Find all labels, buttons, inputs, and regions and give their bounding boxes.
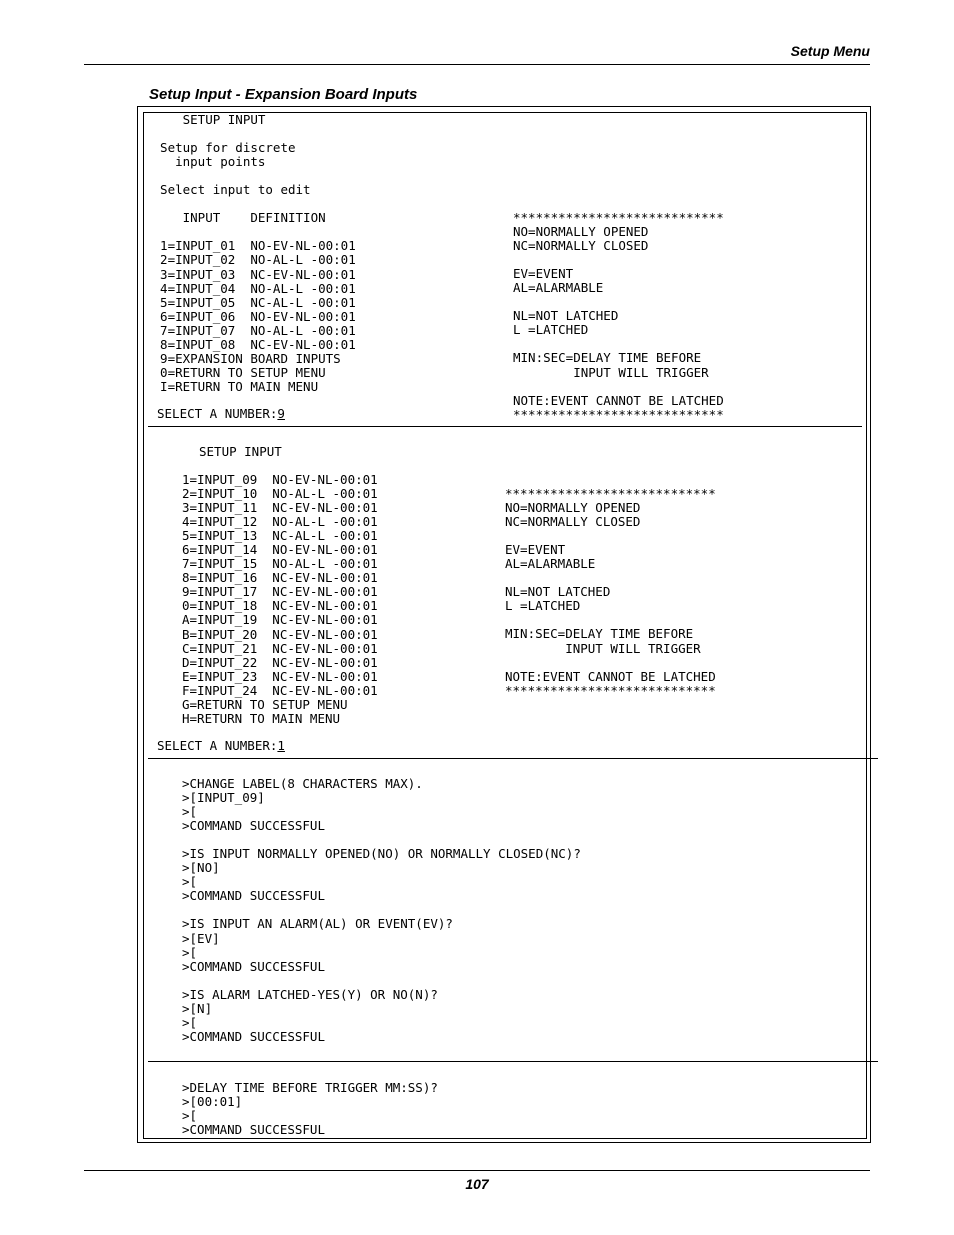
- screen2-selection: 1: [277, 738, 285, 753]
- screen1-menu: SETUP INPUT Setup for discrete input points Select input to edit INPUT DEFINITION 1=INPUT_01 NO-EV-NL-00:01 2=INPUT_02 NO-AL-L -00:01 3=INPUT_03 NC-EV-NL-00:01 4=INPUT_04 NO-AL-L -00:01 5=INPUT_05 NC-AL-L -00:01 6=INPUT_06 NO-EV-NL-00:01 7=INPUT_07 NO-AL-L -00:01 8=INPUT_08 NC-EV-NL-00:01 9=EXPANSION BOARD INPUTS 0=RETURN TO SETUP MENU I=RETURN TO MAIN MENU: [160, 112, 356, 394]
- screen3-dialog: >CHANGE LABEL(8 CHARACTERS MAX). >[INPUT_09] >[ >COMMAND SUCCESSFUL >IS INPUT NORMALLY OPENED(NO) OR NORMALLY CLOSED(NC)? >[NO] >[ >COMMAND SUCCESSFUL >IS INPUT AN ALARM(AL) OR EVENT(EV)? >[EV] >[ >COMMAND SUCCESSFUL >IS ALARM LATCHED-YES(Y) OR NO(N)? >[N] >[ >COMMAND SUCCESSFUL: [182, 776, 581, 1044]
- footer-rule: [84, 1170, 870, 1171]
- screen1-prompt: SELECT A NUMBER:: [157, 406, 278, 421]
- screen1-selection: 9: [277, 406, 285, 421]
- screen2-menu: 1=INPUT_09 NO-EV-NL-00:01 2=INPUT_10 NO-AL-L -00:01 3=INPUT_11 NC-EV-NL-00:01 4=INPUT_12 NO-AL-L -00:01 5=INPUT_13 NC-AL-L -00:01 6=INPUT_14 NO-EV-NL-00:01 7=INPUT_15 NO-AL-L -00:01 8=INPUT_16 NC-EV-NL-00:01 9=INPUT_17 NC-EV-NL-00:01 0=INPUT_18 NC-EV-NL-00:01 A=INPUT_19 NC-EV-NL-00:01 B=INPUT_20 NC-EV-NL-00:01 C=INPUT_21 NC-EV-NL-00:01 D=INPUT_22 NC-EV-NL-00:01 E=INPUT_23 NC-EV-NL-00:01 F=INPUT_24 NC-EV-NL-00:01 G=RETURN TO SETUP MENU H=RETURN TO MAIN MENU: [182, 472, 378, 726]
- figure-title: Setup Input - Expansion Board Inputs: [149, 86, 418, 103]
- running-header: Setup Menu: [790, 43, 870, 59]
- page-number: 107: [465, 1176, 489, 1192]
- screen2-legend: **************************** NO=NORMALLY OPENED NC=NORMALLY CLOSED EV=EVENT AL=ALARMABLE NL=NOT LATCHED L =LATCHED MIN:SEC=DELAY TIME BEFORE INPUT WILL TRIGGER NOTE:EVENT CANNOT BE LATCHED ****************************: [505, 486, 716, 698]
- screen-separator-3: [148, 1061, 878, 1062]
- screen2-prompt: SELECT A NUMBER:: [157, 738, 278, 753]
- screen4-dialog: >DELAY TIME BEFORE TRIGGER MM:SS)? >[00:01] >[ >COMMAND SUCCESSFUL: [182, 1080, 438, 1138]
- screen1-prompt-line: [157, 407, 285, 421]
- screen-separator-1: [148, 426, 862, 427]
- screen2-heading: SETUP INPUT: [199, 444, 282, 459]
- screen2-prompt-line: [157, 739, 285, 753]
- header-rule: [84, 64, 870, 65]
- screen1-legend: **************************** NO=NORMALLY OPENED NC=NORMALLY CLOSED EV=EVENT AL=ALARMABLE NL=NOT LATCHED L =LATCHED MIN:SEC=DELAY TIME BEFORE INPUT WILL TRIGGER NOTE:EVENT CANNOT BE LATCHED ****************************: [513, 210, 724, 422]
- screen-separator-2: [148, 758, 878, 759]
